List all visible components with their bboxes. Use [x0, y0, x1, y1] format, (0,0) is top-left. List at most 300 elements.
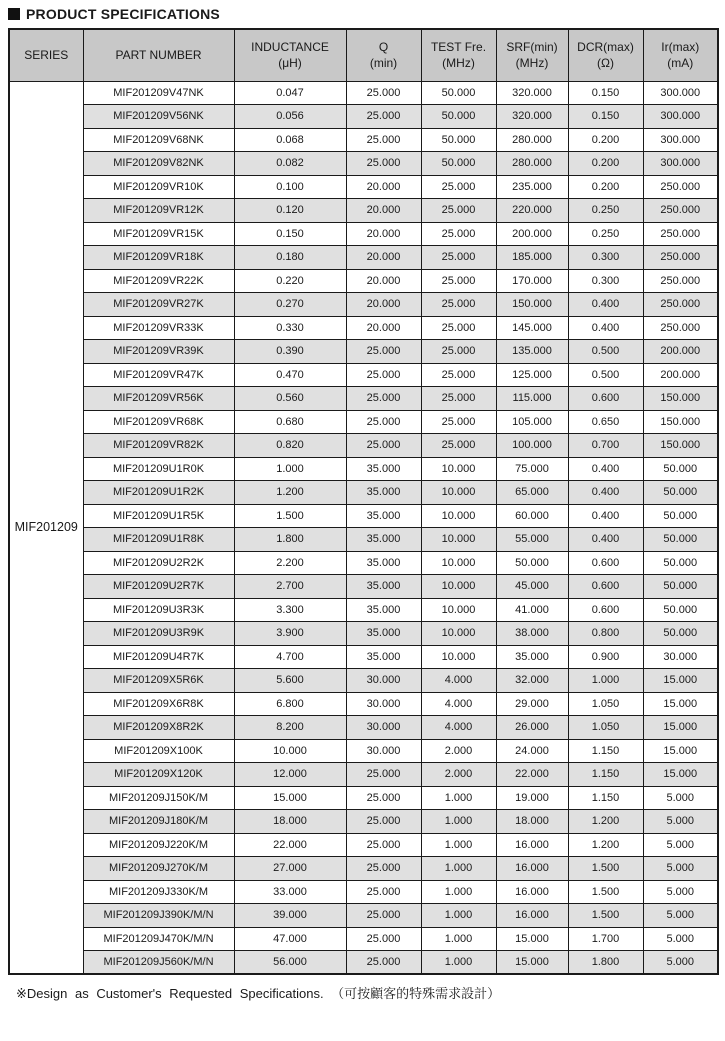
cell-dcr-max: 1.200 [568, 810, 643, 834]
cell-test-frequency: 25.000 [421, 175, 496, 199]
column-header-ir-max: Ir(max) (mA) [643, 29, 718, 81]
cell-srf-min: 220.000 [496, 199, 568, 223]
cell-test-frequency: 2.000 [421, 739, 496, 763]
cell-test-frequency: 25.000 [421, 387, 496, 411]
cell-test-frequency: 1.000 [421, 786, 496, 810]
column-header-test-frequency: TEST Fre. (MHz) [421, 29, 496, 81]
cell-inductance: 6.800 [234, 692, 346, 716]
column-header-dcr-max: DCR(max) (Ω) [568, 29, 643, 81]
cell-ir-max: 50.000 [643, 622, 718, 646]
cell-q-min: 20.000 [346, 199, 421, 223]
cell-ir-max: 150.000 [643, 434, 718, 458]
cell-part-number: MIF201209X8R2K [83, 716, 234, 740]
cell-srf-min: 41.000 [496, 598, 568, 622]
cell-dcr-max: 1.050 [568, 692, 643, 716]
cell-srf-min: 16.000 [496, 904, 568, 928]
cell-part-number: MIF201209VR10K [83, 175, 234, 199]
cell-ir-max: 5.000 [643, 786, 718, 810]
footnote: ※Design as Customer's Requested Specifications. （可按顧客的特殊需求設計） [16, 986, 501, 1001]
cell-test-frequency: 10.000 [421, 481, 496, 505]
cell-q-min: 20.000 [346, 175, 421, 199]
cell-part-number: MIF201209V68NK [83, 128, 234, 152]
cell-inductance: 0.330 [234, 316, 346, 340]
cell-q-min: 25.000 [346, 880, 421, 904]
table-row [9, 880, 718, 904]
cell-part-number: MIF201209VR12K [83, 199, 234, 223]
cell-q-min: 25.000 [346, 763, 421, 787]
cell-srf-min: 29.000 [496, 692, 568, 716]
cell-part-number: MIF201209VR18K [83, 246, 234, 270]
cell-ir-max: 5.000 [643, 880, 718, 904]
cell-part-number: MIF201209J220K/M [83, 833, 234, 857]
cell-srf-min: 125.000 [496, 363, 568, 387]
cell-q-min: 20.000 [346, 293, 421, 317]
cell-inductance: 33.000 [234, 880, 346, 904]
header-row [9, 29, 718, 81]
cell-test-frequency: 10.000 [421, 645, 496, 669]
cell-inductance: 2.200 [234, 551, 346, 575]
table-row [9, 293, 718, 317]
table-row [9, 904, 718, 928]
column-header-series: SERIES [9, 29, 83, 81]
cell-srf-min: 320.000 [496, 105, 568, 129]
cell-inductance: 39.000 [234, 904, 346, 928]
cell-part-number: MIF201209U4R7K [83, 645, 234, 669]
cell-test-frequency: 10.000 [421, 457, 496, 481]
cell-test-frequency: 10.000 [421, 575, 496, 599]
cell-inductance: 27.000 [234, 857, 346, 881]
cell-test-frequency: 25.000 [421, 363, 496, 387]
cell-q-min: 35.000 [346, 481, 421, 505]
cell-q-min: 35.000 [346, 551, 421, 575]
table-row [9, 199, 718, 223]
cell-inductance: 0.390 [234, 340, 346, 364]
table-row [9, 669, 718, 693]
cell-dcr-max: 1.800 [568, 951, 643, 975]
cell-dcr-max: 1.050 [568, 716, 643, 740]
section-marker-icon [8, 8, 20, 20]
cell-q-min: 35.000 [346, 528, 421, 552]
cell-part-number: MIF201209VR15K [83, 222, 234, 246]
table-row [9, 222, 718, 246]
table-row [9, 692, 718, 716]
cell-inductance: 8.200 [234, 716, 346, 740]
cell-test-frequency: 4.000 [421, 716, 496, 740]
cell-inductance: 47.000 [234, 927, 346, 951]
cell-ir-max: 15.000 [643, 763, 718, 787]
cell-ir-max: 5.000 [643, 904, 718, 928]
cell-test-frequency: 10.000 [421, 598, 496, 622]
cell-q-min: 25.000 [346, 786, 421, 810]
table-row [9, 175, 718, 199]
cell-ir-max: 250.000 [643, 246, 718, 270]
cell-part-number: MIF201209VR22K [83, 269, 234, 293]
cell-dcr-max: 1.500 [568, 904, 643, 928]
cell-srf-min: 145.000 [496, 316, 568, 340]
column-header-inductance: INDUCTANCE (μH) [234, 29, 346, 81]
cell-dcr-max: 1.150 [568, 763, 643, 787]
cell-dcr-max: 0.200 [568, 175, 643, 199]
cell-q-min: 25.000 [346, 105, 421, 129]
cell-test-frequency: 1.000 [421, 880, 496, 904]
cell-dcr-max: 0.650 [568, 410, 643, 434]
cell-dcr-max: 0.400 [568, 528, 643, 552]
cell-part-number: MIF201209J150K/M [83, 786, 234, 810]
cell-dcr-max: 0.700 [568, 434, 643, 458]
cell-srf-min: 100.000 [496, 434, 568, 458]
cell-srf-min: 150.000 [496, 293, 568, 317]
cell-test-frequency: 4.000 [421, 692, 496, 716]
table-row [9, 716, 718, 740]
cell-inductance: 22.000 [234, 833, 346, 857]
series-cell: MIF201209 [9, 81, 83, 974]
cell-test-frequency: 25.000 [421, 222, 496, 246]
cell-inductance: 0.470 [234, 363, 346, 387]
cell-inductance: 0.150 [234, 222, 346, 246]
cell-dcr-max: 0.800 [568, 622, 643, 646]
cell-q-min: 20.000 [346, 269, 421, 293]
cell-ir-max: 50.000 [643, 575, 718, 599]
spec-table-header [9, 29, 718, 81]
cell-inductance: 0.056 [234, 105, 346, 129]
cell-dcr-max: 0.300 [568, 246, 643, 270]
cell-dcr-max: 1.500 [568, 857, 643, 881]
cell-dcr-max: 1.700 [568, 927, 643, 951]
table-row [9, 128, 718, 152]
cell-dcr-max: 0.400 [568, 481, 643, 505]
cell-ir-max: 300.000 [643, 128, 718, 152]
cell-part-number: MIF201209J470K/M/N [83, 927, 234, 951]
cell-part-number: MIF201209VR27K [83, 293, 234, 317]
cell-srf-min: 170.000 [496, 269, 568, 293]
cell-test-frequency: 50.000 [421, 152, 496, 176]
table-row [9, 833, 718, 857]
cell-test-frequency: 10.000 [421, 504, 496, 528]
cell-q-min: 20.000 [346, 246, 421, 270]
page-title: PRODUCT SPECIFICATIONS [26, 6, 220, 22]
cell-q-min: 25.000 [346, 410, 421, 434]
cell-inductance: 0.068 [234, 128, 346, 152]
cell-inductance: 12.000 [234, 763, 346, 787]
cell-test-frequency: 50.000 [421, 81, 496, 105]
cell-q-min: 25.000 [346, 857, 421, 881]
cell-part-number: MIF201209VR47K [83, 363, 234, 387]
cell-q-min: 20.000 [346, 316, 421, 340]
cell-inductance: 0.180 [234, 246, 346, 270]
cell-dcr-max: 1.500 [568, 880, 643, 904]
cell-dcr-max: 0.500 [568, 363, 643, 387]
cell-part-number: MIF201209J270K/M [83, 857, 234, 881]
cell-test-frequency: 1.000 [421, 951, 496, 975]
table-row [9, 598, 718, 622]
cell-inductance: 1.000 [234, 457, 346, 481]
cell-part-number: MIF201209VR68K [83, 410, 234, 434]
cell-test-frequency: 1.000 [421, 810, 496, 834]
cell-inductance: 2.700 [234, 575, 346, 599]
table-row [9, 810, 718, 834]
cell-inductance: 0.047 [234, 81, 346, 105]
cell-srf-min: 320.000 [496, 81, 568, 105]
cell-srf-min: 235.000 [496, 175, 568, 199]
cell-dcr-max: 0.600 [568, 551, 643, 575]
cell-srf-min: 15.000 [496, 951, 568, 975]
cell-test-frequency: 25.000 [421, 199, 496, 223]
cell-part-number: MIF201209X100K [83, 739, 234, 763]
cell-q-min: 25.000 [346, 927, 421, 951]
cell-srf-min: 22.000 [496, 763, 568, 787]
cell-dcr-max: 1.200 [568, 833, 643, 857]
cell-ir-max: 50.000 [643, 457, 718, 481]
cell-inductance: 5.600 [234, 669, 346, 693]
table-row [9, 152, 718, 176]
table-row [9, 528, 718, 552]
cell-test-frequency: 25.000 [421, 434, 496, 458]
cell-srf-min: 185.000 [496, 246, 568, 270]
cell-ir-max: 50.000 [643, 481, 718, 505]
cell-ir-max: 200.000 [643, 340, 718, 364]
cell-part-number: MIF201209X6R8K [83, 692, 234, 716]
spec-table-body [9, 81, 718, 974]
cell-inductance: 0.120 [234, 199, 346, 223]
cell-test-frequency: 10.000 [421, 622, 496, 646]
cell-dcr-max: 0.600 [568, 575, 643, 599]
cell-srf-min: 19.000 [496, 786, 568, 810]
cell-srf-min: 75.000 [496, 457, 568, 481]
cell-srf-min: 280.000 [496, 128, 568, 152]
table-row [9, 457, 718, 481]
cell-part-number: MIF201209VR39K [83, 340, 234, 364]
cell-srf-min: 15.000 [496, 927, 568, 951]
table-row [9, 645, 718, 669]
cell-q-min: 25.000 [346, 81, 421, 105]
cell-part-number: MIF201209U3R3K [83, 598, 234, 622]
section-title [8, 6, 717, 22]
cell-inductance: 0.270 [234, 293, 346, 317]
cell-inductance: 0.100 [234, 175, 346, 199]
column-header-q-min: Q (min) [346, 29, 421, 81]
table-row [9, 857, 718, 881]
cell-test-frequency: 10.000 [421, 551, 496, 575]
cell-part-number: MIF201209VR82K [83, 434, 234, 458]
cell-part-number: MIF201209U1R2K [83, 481, 234, 505]
cell-q-min: 30.000 [346, 716, 421, 740]
table-row [9, 551, 718, 575]
cell-test-frequency: 25.000 [421, 293, 496, 317]
cell-part-number: MIF201209V82NK [83, 152, 234, 176]
cell-inductance: 0.560 [234, 387, 346, 411]
cell-q-min: 20.000 [346, 222, 421, 246]
table-row [9, 81, 718, 105]
cell-srf-min: 45.000 [496, 575, 568, 599]
cell-ir-max: 300.000 [643, 105, 718, 129]
cell-ir-max: 250.000 [643, 269, 718, 293]
cell-part-number: MIF201209J390K/M/N [83, 904, 234, 928]
cell-ir-max: 150.000 [643, 387, 718, 411]
cell-test-frequency: 2.000 [421, 763, 496, 787]
cell-part-number: MIF201209U1R0K [83, 457, 234, 481]
cell-ir-max: 5.000 [643, 857, 718, 881]
table-row [9, 575, 718, 599]
cell-inductance: 15.000 [234, 786, 346, 810]
cell-part-number: MIF201209U2R2K [83, 551, 234, 575]
cell-dcr-max: 0.600 [568, 387, 643, 411]
cell-ir-max: 300.000 [643, 152, 718, 176]
table-row [9, 434, 718, 458]
cell-q-min: 25.000 [346, 340, 421, 364]
cell-q-min: 35.000 [346, 457, 421, 481]
cell-inductance: 4.700 [234, 645, 346, 669]
table-row [9, 481, 718, 505]
cell-ir-max: 250.000 [643, 293, 718, 317]
cell-part-number: MIF201209X5R6K [83, 669, 234, 693]
cell-srf-min: 16.000 [496, 833, 568, 857]
cell-dcr-max: 0.400 [568, 293, 643, 317]
table-row [9, 410, 718, 434]
table-row [9, 340, 718, 364]
cell-q-min: 35.000 [346, 504, 421, 528]
cell-inductance: 1.200 [234, 481, 346, 505]
cell-srf-min: 18.000 [496, 810, 568, 834]
cell-test-frequency: 1.000 [421, 904, 496, 928]
table-row [9, 504, 718, 528]
cell-srf-min: 55.000 [496, 528, 568, 552]
cell-ir-max: 50.000 [643, 551, 718, 575]
cell-inductance: 1.500 [234, 504, 346, 528]
cell-ir-max: 250.000 [643, 222, 718, 246]
cell-srf-min: 280.000 [496, 152, 568, 176]
table-row [9, 951, 718, 975]
cell-dcr-max: 0.300 [568, 269, 643, 293]
cell-ir-max: 150.000 [643, 410, 718, 434]
cell-srf-min: 32.000 [496, 669, 568, 693]
cell-part-number: MIF201209V47NK [83, 81, 234, 105]
table-row [9, 316, 718, 340]
cell-q-min: 35.000 [346, 575, 421, 599]
cell-inductance: 18.000 [234, 810, 346, 834]
cell-q-min: 30.000 [346, 739, 421, 763]
cell-q-min: 30.000 [346, 692, 421, 716]
cell-dcr-max: 0.150 [568, 105, 643, 129]
cell-ir-max: 250.000 [643, 175, 718, 199]
cell-part-number: MIF201209U1R5K [83, 504, 234, 528]
cell-srf-min: 105.000 [496, 410, 568, 434]
cell-ir-max: 15.000 [643, 716, 718, 740]
cell-ir-max: 5.000 [643, 927, 718, 951]
cell-ir-max: 250.000 [643, 316, 718, 340]
table-row [9, 739, 718, 763]
cell-srf-min: 65.000 [496, 481, 568, 505]
cell-dcr-max: 0.400 [568, 457, 643, 481]
cell-part-number: MIF201209VR56K [83, 387, 234, 411]
cell-dcr-max: 0.900 [568, 645, 643, 669]
cell-srf-min: 16.000 [496, 880, 568, 904]
cell-q-min: 25.000 [346, 833, 421, 857]
cell-part-number: MIF201209U3R9K [83, 622, 234, 646]
cell-test-frequency: 50.000 [421, 105, 496, 129]
cell-inductance: 3.300 [234, 598, 346, 622]
product-specifications-table [8, 28, 719, 975]
cell-part-number: MIF201209V56NK [83, 105, 234, 129]
cell-ir-max: 50.000 [643, 504, 718, 528]
column-header-srf-min: SRF(min) (MHz) [496, 29, 568, 81]
cell-part-number: MIF201209J330K/M [83, 880, 234, 904]
cell-dcr-max: 0.250 [568, 222, 643, 246]
cell-test-frequency: 25.000 [421, 410, 496, 434]
table-row [9, 763, 718, 787]
cell-q-min: 25.000 [346, 363, 421, 387]
cell-srf-min: 38.000 [496, 622, 568, 646]
cell-inductance: 1.800 [234, 528, 346, 552]
cell-srf-min: 200.000 [496, 222, 568, 246]
cell-test-frequency: 1.000 [421, 833, 496, 857]
cell-srf-min: 26.000 [496, 716, 568, 740]
cell-ir-max: 5.000 [643, 833, 718, 857]
cell-part-number: MIF201209U1R8K [83, 528, 234, 552]
cell-ir-max: 15.000 [643, 692, 718, 716]
cell-dcr-max: 1.150 [568, 786, 643, 810]
cell-ir-max: 50.000 [643, 528, 718, 552]
table-row [9, 622, 718, 646]
table-row [9, 363, 718, 387]
cell-test-frequency: 25.000 [421, 316, 496, 340]
cell-q-min: 35.000 [346, 645, 421, 669]
cell-srf-min: 16.000 [496, 857, 568, 881]
cell-dcr-max: 1.150 [568, 739, 643, 763]
cell-inductance: 3.900 [234, 622, 346, 646]
cell-q-min: 25.000 [346, 904, 421, 928]
cell-dcr-max: 0.200 [568, 152, 643, 176]
cell-dcr-max: 0.400 [568, 504, 643, 528]
cell-part-number: MIF201209J560K/M/N [83, 951, 234, 975]
cell-inductance: 10.000 [234, 739, 346, 763]
cell-q-min: 35.000 [346, 622, 421, 646]
cell-srf-min: 35.000 [496, 645, 568, 669]
cell-part-number: MIF201209X120K [83, 763, 234, 787]
cell-ir-max: 300.000 [643, 81, 718, 105]
cell-ir-max: 200.000 [643, 363, 718, 387]
cell-srf-min: 115.000 [496, 387, 568, 411]
cell-inductance: 0.082 [234, 152, 346, 176]
cell-srf-min: 50.000 [496, 551, 568, 575]
cell-test-frequency: 50.000 [421, 128, 496, 152]
cell-inductance: 0.820 [234, 434, 346, 458]
table-row [9, 387, 718, 411]
cell-q-min: 25.000 [346, 434, 421, 458]
cell-dcr-max: 0.600 [568, 598, 643, 622]
cell-dcr-max: 0.150 [568, 81, 643, 105]
cell-dcr-max: 0.500 [568, 340, 643, 364]
cell-q-min: 25.000 [346, 152, 421, 176]
cell-test-frequency: 25.000 [421, 340, 496, 364]
cell-srf-min: 60.000 [496, 504, 568, 528]
cell-dcr-max: 0.400 [568, 316, 643, 340]
table-row [9, 786, 718, 810]
cell-dcr-max: 0.250 [568, 199, 643, 223]
cell-q-min: 35.000 [346, 598, 421, 622]
cell-inductance: 56.000 [234, 951, 346, 975]
cell-test-frequency: 4.000 [421, 669, 496, 693]
cell-ir-max: 5.000 [643, 810, 718, 834]
cell-q-min: 25.000 [346, 387, 421, 411]
cell-test-frequency: 10.000 [421, 528, 496, 552]
cell-part-number: MIF201209VR33K [83, 316, 234, 340]
cell-test-frequency: 25.000 [421, 246, 496, 270]
cell-srf-min: 135.000 [496, 340, 568, 364]
cell-part-number: MIF201209U2R7K [83, 575, 234, 599]
cell-q-min: 25.000 [346, 128, 421, 152]
cell-part-number: MIF201209J180K/M [83, 810, 234, 834]
table-row [9, 246, 718, 270]
